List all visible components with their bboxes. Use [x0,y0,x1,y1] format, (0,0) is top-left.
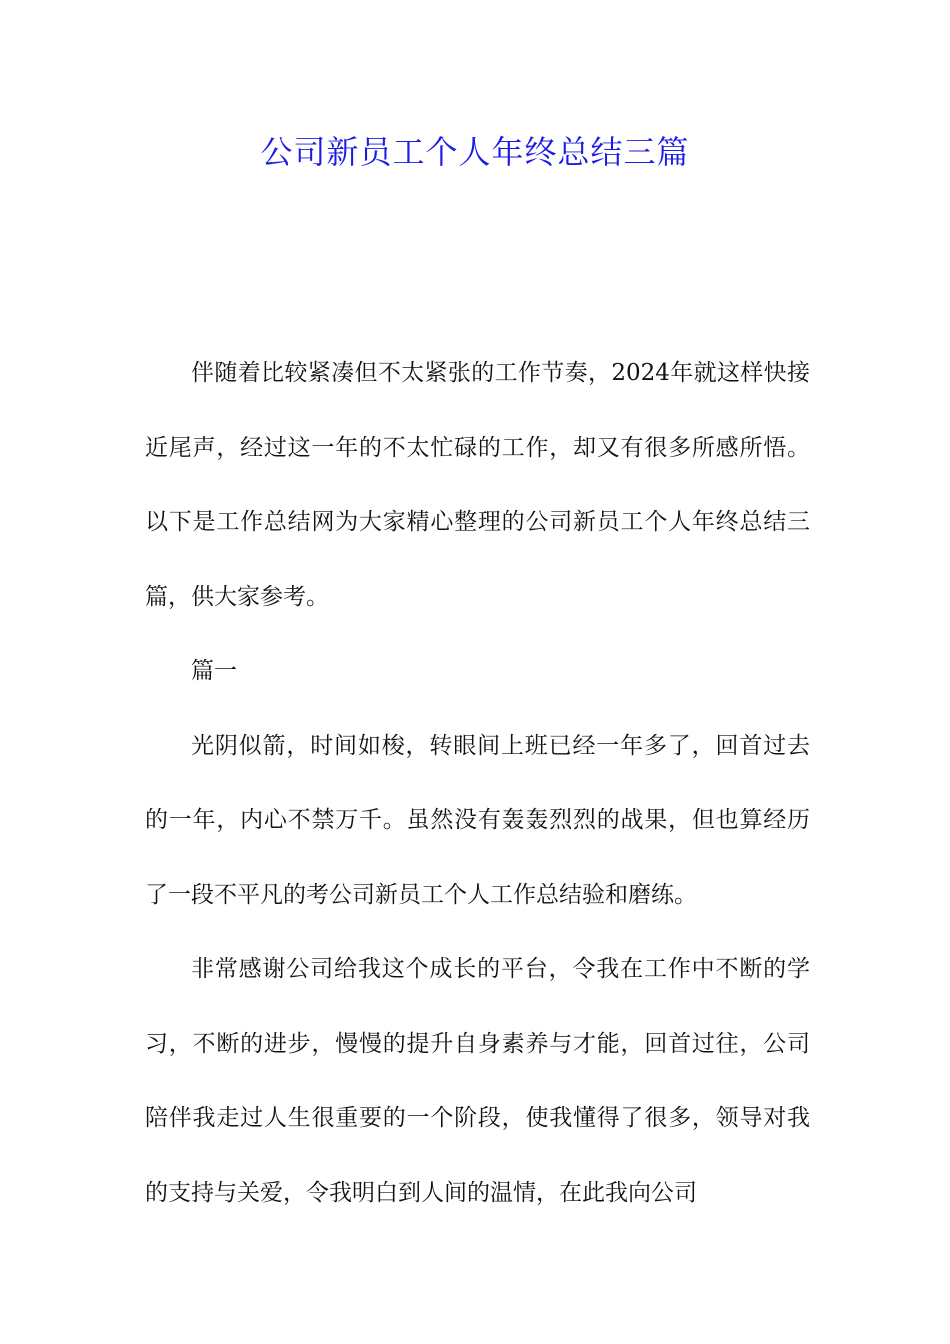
paragraph-intro: 伴随着比较紧凑但不太紧张的工作节奏，2024年就这样快接近尾声，经过这一年的不太忙碌的工作，却又有很多所感所悟。以下是工作总结网为大家精心整理的公司新员工个人年终总结三篇，供大家参考。 [145,360,810,610]
paragraph: 光阴似箭，时间如梭，转眼间上班已经一年多了，回首过去的一年，内心不禁万千。虽然没有轰轰烈烈的战果，但也算经历了一段不平凡的考公司新员工个人工作总结验和磨练。 [145,732,810,908]
paragraph: 非常感谢公司给我这个成长的平台，令我在工作中不断的学习，不断的进步，慢慢的提升自身素养与才能，回首过往，公司陪伴我走过人生很重要的一个阶段，使我懂得了很多，领导对我的支持与关爱，令我明白到人间的温情，在此我向公司 [145,956,810,1206]
section-heading: 篇一 [191,658,237,684]
document-title: 公司新员工个人年终总结三篇 [260,133,690,171]
document-body [145,336,810,1230]
